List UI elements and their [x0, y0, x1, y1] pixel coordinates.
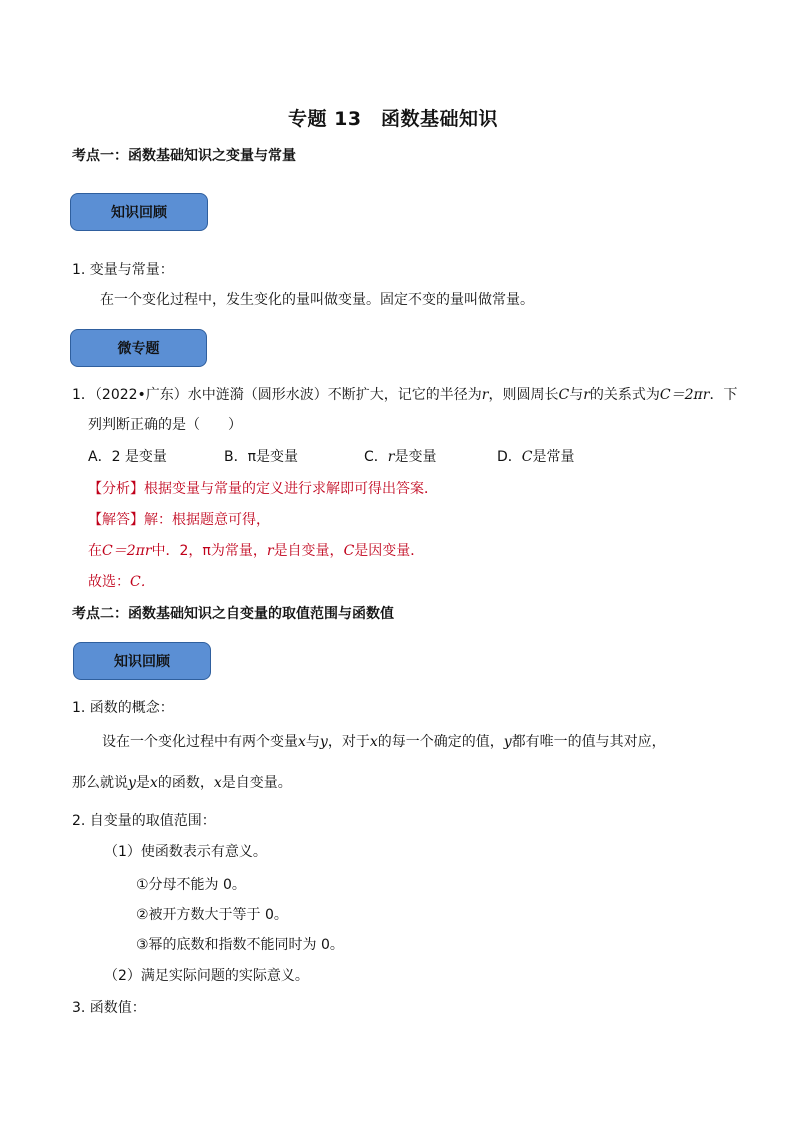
- f1-var-x: x: [298, 734, 306, 750]
- option-d-var: C: [521, 449, 533, 465]
- f1-2-var-x: x: [149, 775, 158, 791]
- f1-e: 都有唯一的值与其对应，: [511, 734, 666, 750]
- solution-text: 解：根据题意可得，: [144, 512, 270, 528]
- f1-d: 的每一个确定的值，: [377, 734, 504, 750]
- analysis-text: 根据变量与常量的定义进行求解即可得出答案．: [144, 481, 438, 497]
- option-c[interactable]: [364, 446, 436, 466]
- f1-2b: 是: [135, 775, 150, 791]
- f3-title: 3. 函数值：: [72, 1000, 146, 1016]
- question-1-line-1: [72, 384, 737, 404]
- analysis-tag: 【分析】: [88, 481, 144, 497]
- q1-text-a: 1．（2022•广东）水中涟漪（圆形水波）不断扩大，记它的半径为: [72, 387, 482, 403]
- answer-line: [88, 571, 155, 591]
- option-b[interactable]: B．π是变量: [224, 449, 299, 465]
- q1-var-r-2: r: [583, 387, 590, 403]
- f2-sub-3: ③幂的底数和指数不能同时为 0。: [136, 937, 344, 953]
- option-c-var: r: [387, 449, 395, 465]
- knowledge-review-button-1[interactable]: 知识回顾: [70, 193, 208, 231]
- option-a[interactable]: A．2 是变量: [88, 449, 167, 465]
- section-heading-1: 考点一：函数基础知识之变量与常量: [72, 148, 296, 164]
- f2-title: 2. 自变量的取值范围：: [72, 813, 216, 829]
- q1-text-c: 与: [569, 387, 584, 403]
- option-d-suffix: 是常量: [532, 449, 575, 465]
- f1-line-1: [102, 731, 666, 751]
- f2-item-1: （1）使函数表示有意义。: [104, 844, 267, 860]
- f1-2c: 的函数，: [157, 775, 214, 791]
- f2-item-2: （2）满足实际问题的实际意义。: [104, 968, 309, 984]
- micro-topic-button[interactable]: 微专题: [70, 329, 207, 367]
- f1-var-y-2: y: [503, 734, 512, 750]
- answer-prefix: 故选：: [88, 574, 130, 590]
- q1-formula: C＝2πr: [659, 387, 710, 403]
- option-d[interactable]: [497, 446, 575, 466]
- knowledge-review-button-2[interactable]: 知识回顾: [73, 642, 211, 680]
- section-heading-2: 考点二：函数基础知识之自变量的取值范围与函数值: [72, 606, 394, 622]
- solution-var-r: r: [266, 543, 274, 559]
- solution-2b: 中．2，π为常量，: [151, 543, 267, 559]
- page-title: 专题 13 函数基础知识: [288, 108, 499, 130]
- option-d-prefix: D．: [497, 449, 522, 465]
- k1-title: 1. 变量与常量：: [72, 262, 174, 278]
- f2-sub-2: ②被开方数大于等于 0。: [136, 907, 288, 923]
- analysis-line: [88, 478, 438, 498]
- q1-text-b: ，则圆周长: [488, 387, 559, 403]
- option-c-suffix: 是变量: [394, 449, 437, 465]
- q1-text-d: 的关系式为: [589, 387, 660, 403]
- f1-var-y: y: [319, 734, 328, 750]
- q1-text-e: ．下: [709, 387, 738, 403]
- q1-var-C: C: [558, 387, 570, 403]
- solution-var-C: C: [343, 543, 355, 559]
- f1-2a: 那么就说: [72, 775, 128, 791]
- solution-formula: C＝2πr: [102, 543, 152, 559]
- f1-b: 与: [305, 734, 320, 750]
- solution-tag: 【解答】: [88, 512, 144, 528]
- f2-sub-1: ①分母不能为 0。: [136, 877, 246, 893]
- solution-line-1: [88, 509, 270, 529]
- k1-text: 在一个变化过程中，发生变化的量叫做变量。固定不变的量叫做常量。: [100, 292, 534, 308]
- option-c-prefix: C．: [364, 449, 388, 465]
- solution-2a: 在: [88, 543, 102, 559]
- f1-c: ，对于: [327, 734, 370, 750]
- solution-2c: 是自变量，: [273, 543, 344, 559]
- q1-var-r: r: [481, 387, 489, 403]
- answer-value: C．: [130, 574, 155, 590]
- f1-2d: 是自变量。: [221, 775, 292, 791]
- solution-2d: 是因变量．: [354, 543, 425, 559]
- f1-2-var-y: y: [128, 775, 136, 791]
- f1-2-var-x-2: x: [213, 775, 222, 791]
- f1-title: 1. 函数的概念：: [72, 700, 174, 716]
- question-1-line-2: 列判断正确的是（ ）: [88, 417, 242, 433]
- f1-line-2: [72, 772, 292, 792]
- f1-a: 设在一个变化过程中有两个变量: [102, 734, 298, 750]
- f1-var-x-2: x: [369, 734, 378, 750]
- solution-line-2: [88, 540, 424, 560]
